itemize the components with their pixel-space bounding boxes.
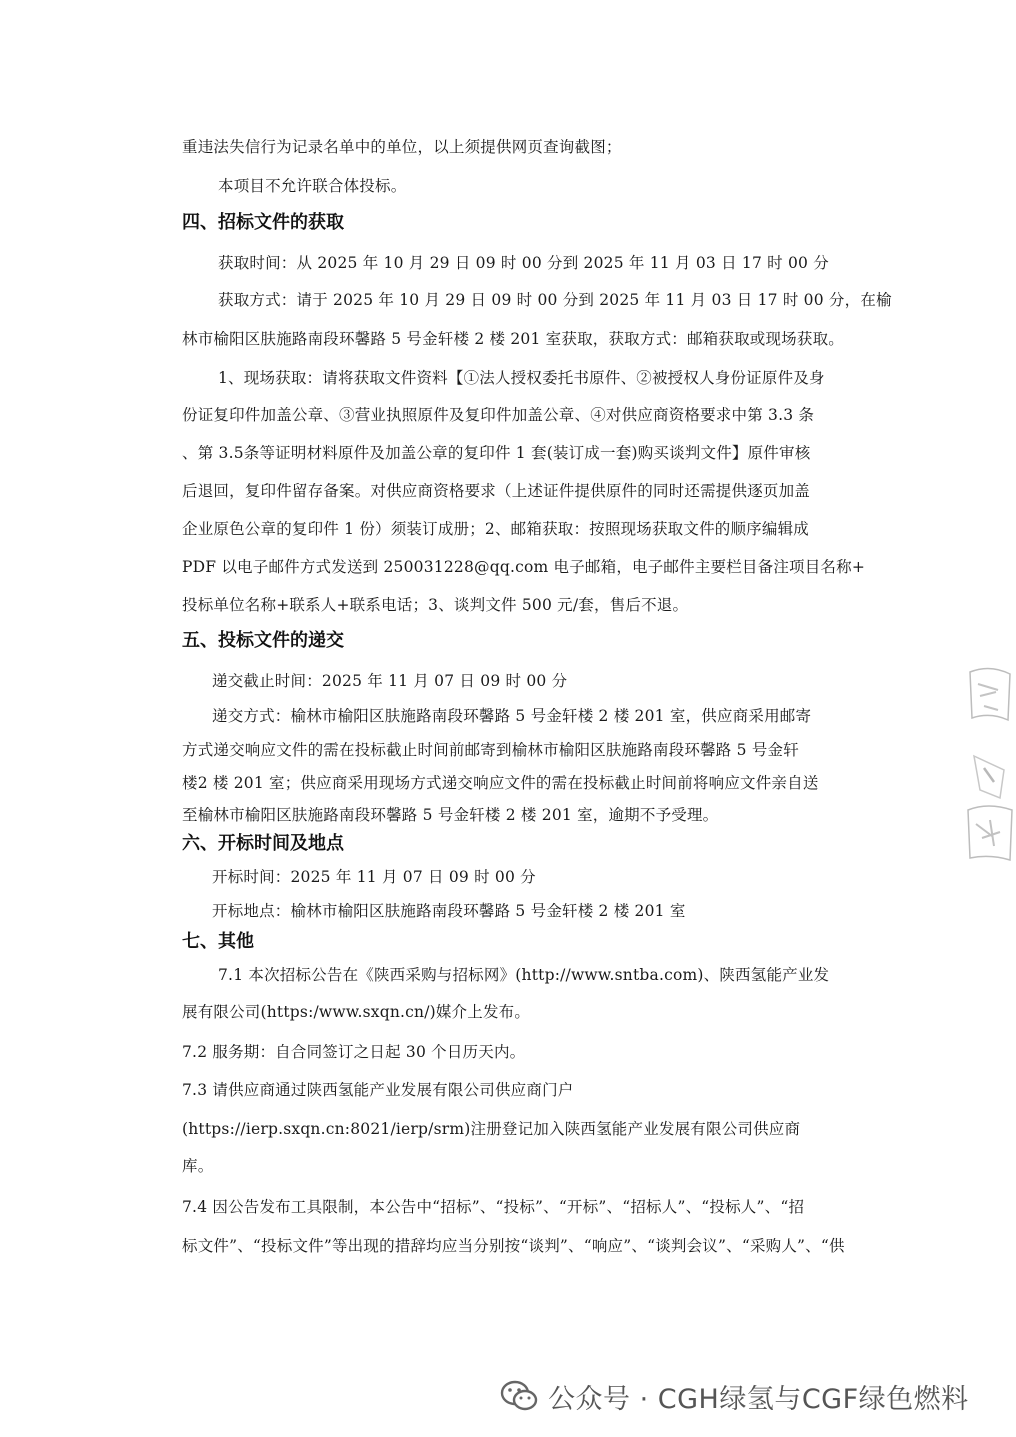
text-line: 开标时间：2025 年 11 月 07 日 09 时 00 分 [212, 868, 536, 886]
text-line: 企业原色公章的复印件 1 份）须装订成册；2、邮箱获取：按照现场获取文件的顺序编辑成 [182, 520, 809, 538]
text-line: 开标地点：榆林市榆阳区肤施路南段环馨路 5 号金轩楼 2 楼 201 室 [212, 902, 686, 920]
text-line: 1、现场获取：请将获取文件资料【①法人授权委托书原件、②被授权人身份证原件及身 [218, 369, 825, 387]
text-line: 获取时间：从 2025 年 10 月 29 日 09 时 00 分到 2025 年 11 月 03 日 17 时 00 分 [218, 254, 829, 272]
text-line: 投标单位名称+联系人+联系电话；3、谈判文件 500 元/套，售后不退。 [182, 596, 689, 614]
wechat-icon [500, 1379, 538, 1413]
text-line: 库。 [182, 1157, 214, 1175]
seal-fragment [960, 660, 1016, 890]
text-line: 展有限公司(https:/www.sxqn.cn/)媒介上发布。 [182, 1003, 531, 1021]
text-line: 、第 3.5条等证明材料原件及加盖公章的复印件 1 套(装订成一套)购买谈判文件】原件审核 [182, 444, 811, 462]
section-heading: 四、招标文件的获取 [182, 212, 344, 233]
section-heading: 七、其他 [182, 931, 254, 952]
text-line: 份证复印件加盖公章、③营业执照原件及复印件加盖公章、④对供应商资格要求中第 3.3 条 [182, 406, 815, 424]
text-line: 楼2 楼 201 室；供应商采用现场方式递交响应文件的需在投标截止时间前将响应文件亲自送 [182, 774, 819, 792]
text-line: 后退回，复印件留存备案。对供应商资格要求（上述证件提供原件的同时还需提供逐页加盖 [182, 482, 811, 500]
text-line: 递交方式：榆林市榆阳区肤施路南段环馨路 5 号金轩楼 2 楼 201 室，供应商采用邮寄 [212, 707, 812, 725]
text-line: 本项目不允许联合体投标。 [218, 177, 407, 195]
watermark-text: 公众号 · CGH绿氢与CGF绿色燃料 [548, 1383, 969, 1415]
text-line: 7.4 因公告发布工具限制，本公告中“招标”、“投标”、“开标”、“招标人”、“投标人”、“招 [182, 1198, 805, 1216]
text-line: (https://ierp.sxqn.cn:8021/ierp/srm)注册登记加入陕西氢能产业发展有限公司供应商 [182, 1120, 801, 1138]
text-line: PDF 以电子邮件方式发送到 250031228@qq.com 电子邮箱，电子邮件主要栏目备注项目名称+ [182, 558, 866, 576]
text-line: 获取方式：请于 2025 年 10 月 29 日 09 时 00 分到 2025 年 11 月 03 日 17 时 00 分，在榆 [218, 291, 892, 309]
text-line: 重违法失信行为记录名单中的单位，以上须提供网页查询截图； [182, 138, 622, 156]
text-line: 7.1 本次招标公告在《陕西采购与招标网》(http://www.sntba.com)、陕西氢能产业发 [218, 966, 830, 984]
text-line: 方式递交响应文件的需在投标截止时间前邮寄到榆林市榆阳区肤施路南段环馨路 5 号金轩 [182, 741, 799, 759]
text-line: 7.2 服务期：自合同签订之日起 30 个日历天内。 [182, 1043, 526, 1061]
section-heading: 五、投标文件的递交 [182, 630, 344, 651]
text-line: 林市榆阳区肤施路南段环馨路 5 号金轩楼 2 楼 201 室获取，获取方式：邮箱获取或现场获取。 [182, 330, 844, 348]
text-line: 标文件”、“投标文件”等出现的措辞均应当分别按“谈判”、“响应”、“谈判会议”、“采购人”、“供 [182, 1237, 845, 1255]
section-heading: 六、开标时间及地点 [182, 833, 344, 854]
text-line: 递交截止时间：2025 年 11 月 07 日 09 时 00 分 [212, 672, 568, 690]
watermark [500, 1376, 969, 1416]
text-line: 至榆林市榆阳区肤施路南段环馨路 5 号金轩楼 2 楼 201 室，逾期不予受理。 [182, 806, 719, 824]
text-line: 7.3 请供应商通过陕西氢能产业发展有限公司供应商门户 [182, 1081, 574, 1099]
